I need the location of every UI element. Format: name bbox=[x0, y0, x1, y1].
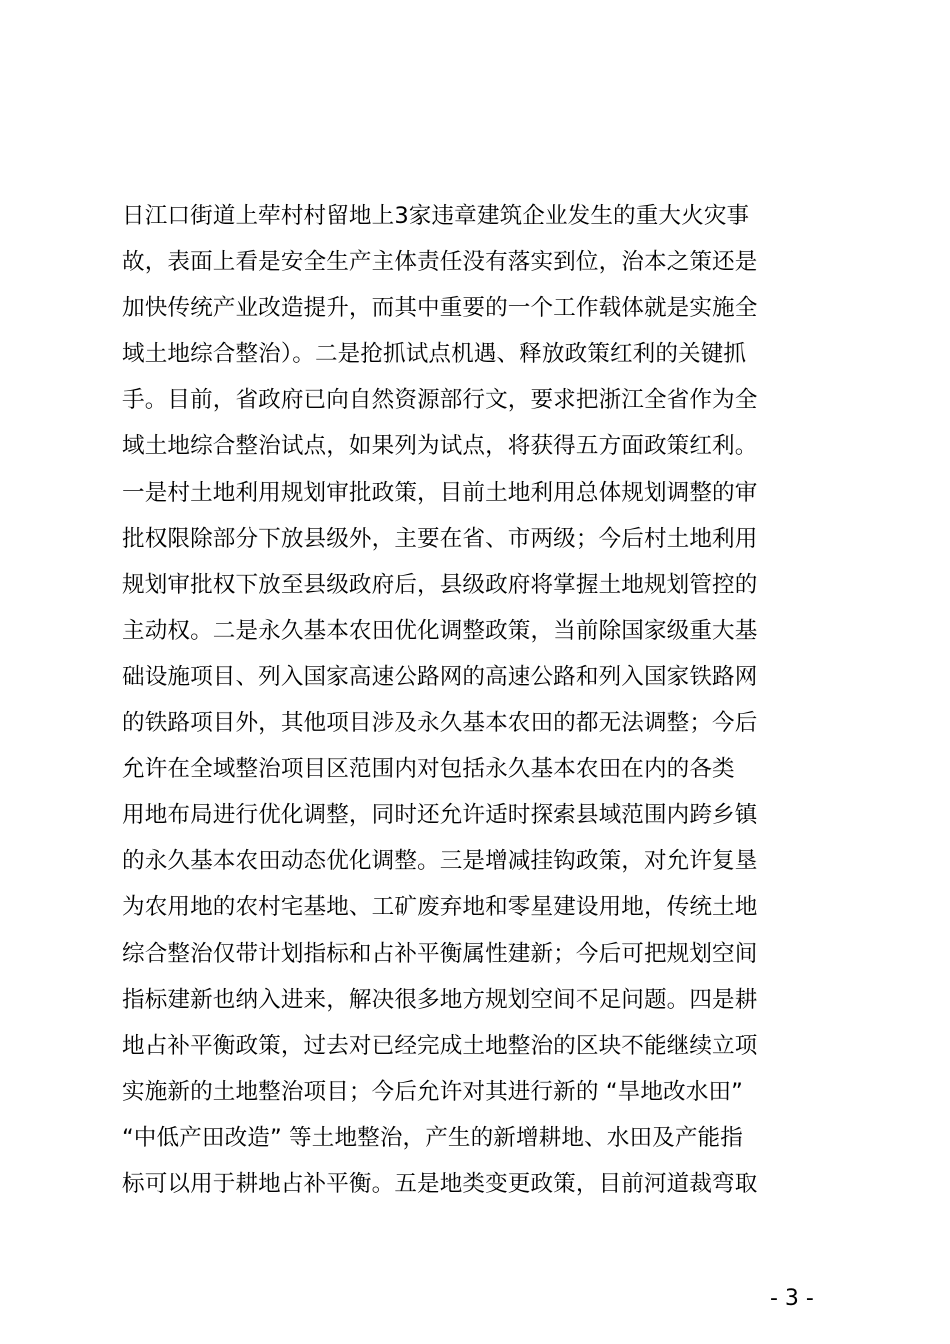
text-line: 加快传统产业改造提升，而其中重要的一个工作载体就是实施全 bbox=[122, 295, 758, 322]
text-line: 手。目前，省政府已向自然资源部行文，要求把浙江全省作为全 bbox=[122, 387, 758, 414]
text-line: 一是村土地利用规划审批政策，目前土地利用总体规划调整的审 bbox=[122, 479, 758, 506]
text-line: 指标建新也纳入进来，解决很多地方规划空间不足问题。四是耕 bbox=[122, 986, 758, 1013]
text-line: 允许在全域整治项目区范围内对包括永久基本农田在内的各类 bbox=[122, 756, 735, 783]
text-line: 故，表面上看是安全生产主体责任没有落实到位，治本之策还是 bbox=[122, 249, 758, 276]
text-line: 实施新的土地整治项目；今后允许对其进行新的 “旱地改水田” bbox=[122, 1078, 743, 1105]
page-number: - 3 - bbox=[770, 1286, 814, 1311]
text-line: 础设施项目、列入国家高速公路网的高速公路和列入国家铁路网 bbox=[122, 663, 758, 690]
text-line: 综合整治仅带计划指标和占补平衡属性建新；今后可把规划空间 bbox=[122, 940, 758, 967]
text-line: 规划审批权下放至县级政府后，县级政府将掌握土地规划管控的 bbox=[122, 571, 758, 598]
text-line: 批权限除部分下放县级外，主要在省、市两级；今后村土地利用 bbox=[122, 525, 758, 552]
text-line: 地占补平衡政策，过去对已经完成土地整治的区块不能继续立项 bbox=[122, 1032, 758, 1059]
text-line: 为农用地的农村宅基地、工矿废弃地和零星建设用地，传统土地 bbox=[122, 894, 758, 921]
text-line: 标可以用于耕地占补平衡。五是地类变更政策，目前河道裁弯取 bbox=[122, 1170, 758, 1197]
text-line: 主动权。二是永久基本农田优化调整政策，当前除国家级重大基 bbox=[122, 617, 758, 644]
text-line: 的永久基本农田动态优化调整。三是增减挂钩政策，对允许复垦 bbox=[122, 848, 758, 875]
text-line: 日江口街道上荦村村留地上3家违章建筑企业发生的重大火灾事 bbox=[122, 203, 750, 229]
text-line: 域土地综合整治试点，如果列为试点，将获得五方面政策红利。 bbox=[122, 433, 758, 460]
text-line: 域土地综合整治）。二是抢抓试点机遇、释放政策红利的关键抓 bbox=[122, 341, 747, 368]
body-text bbox=[122, 193, 842, 1207]
text-line: 用地布局进行优化调整，同时还允许适时探索县域范围内跨乡镇 bbox=[122, 802, 758, 829]
text-line: 的铁路项目外，其他项目涉及永久基本农田的都无法调整；今后 bbox=[122, 710, 758, 737]
text-line: “中低产田改造” 等土地整治，产生的新增耕地、水田及产能指 bbox=[122, 1124, 743, 1151]
